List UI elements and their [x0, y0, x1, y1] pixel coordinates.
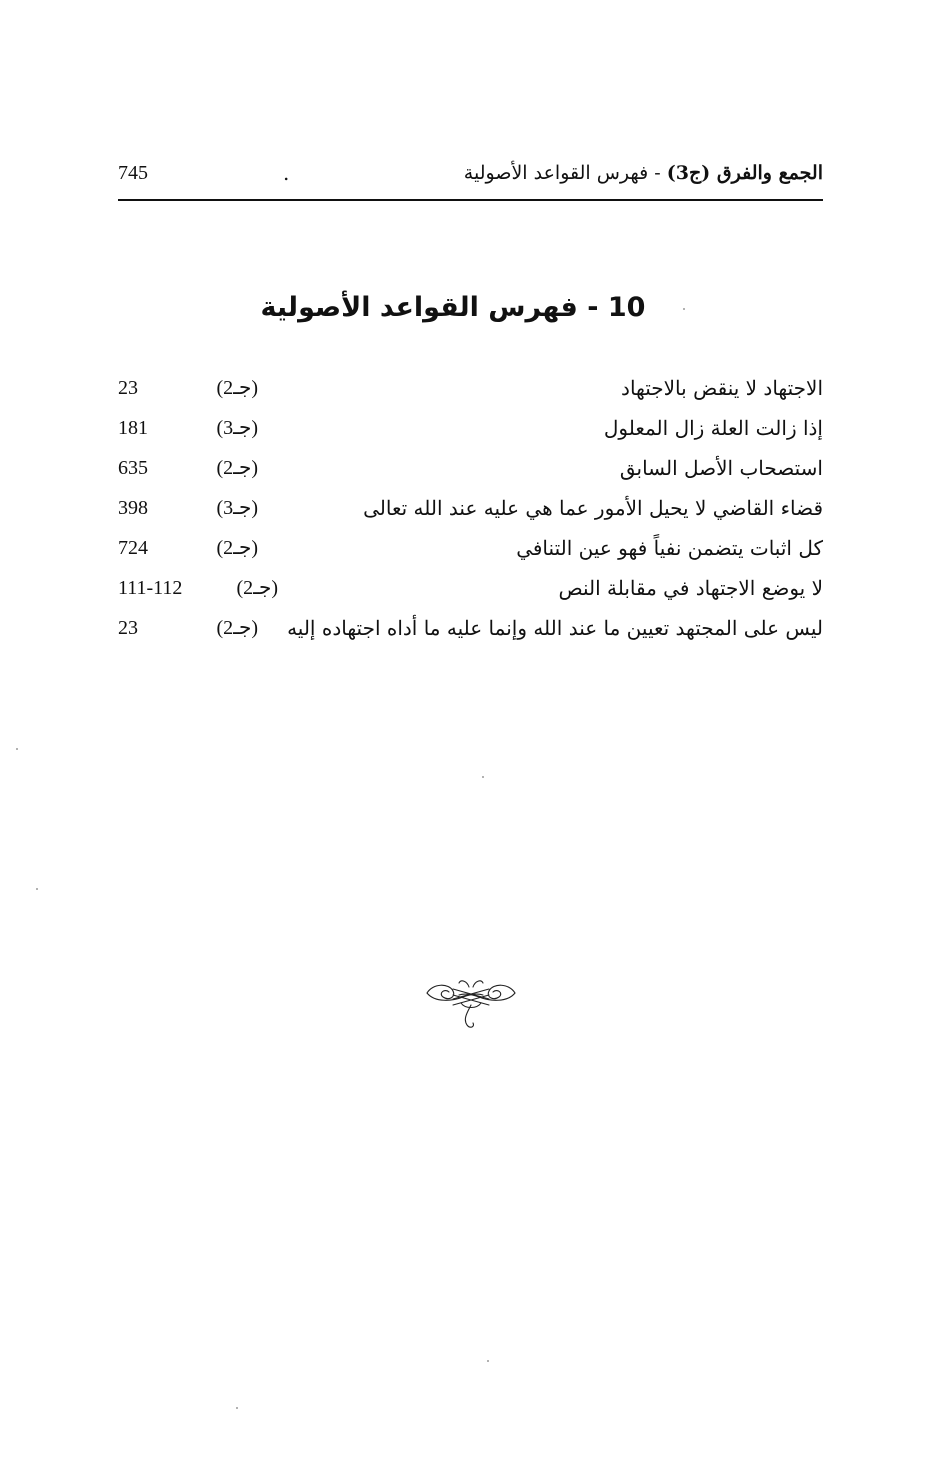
rule-volume: (جـ3)	[216, 497, 258, 519]
index-entry	[118, 528, 823, 568]
rule-volume: (جـ3)	[216, 417, 258, 439]
rule-pages: 23	[118, 377, 138, 399]
rule-text: قضاء القاضي لا يحيل الأمور عما هي عليه عند الله تعالى	[363, 496, 823, 520]
header-separator: -	[654, 162, 661, 184]
index-entry	[118, 608, 823, 648]
section-dash: -	[587, 292, 599, 323]
page-speck	[236, 1407, 238, 1409]
running-header	[118, 158, 823, 192]
index-entry	[118, 448, 823, 488]
header-book-title: الجمع والفرق (ج3)	[666, 162, 823, 184]
index-entry	[118, 368, 823, 408]
rule-volume: (جـ2)	[216, 457, 258, 479]
rule-text: كل اثبات يتضمن نفياً فهو عين التنافي	[516, 536, 823, 560]
rule-pages: 181	[118, 417, 148, 439]
section-number: 10	[607, 292, 646, 323]
rule-text: لا يوضع الاجتهاد في مقابلة النص	[558, 576, 823, 600]
rule-pages: 111-112	[118, 577, 183, 599]
rule-text: إذا زالت العلة زال المعلول	[603, 416, 823, 440]
rule-volume: (جـ2)	[216, 537, 258, 559]
decorative-flourish-icon	[423, 975, 519, 1031]
page-speck	[482, 776, 484, 778]
rule-volume: (جـ2)	[216, 377, 258, 399]
rule-pages: 23	[118, 617, 138, 639]
page-speck	[683, 308, 685, 310]
rule-text: ليس على المجتهد تعيين ما عند الله وإنما عليه ما أداه اجتهاده إليه	[287, 616, 823, 640]
header-title	[464, 158, 823, 188]
header-divider	[118, 199, 823, 201]
section-title: فهرس القواعد الأصولية	[260, 292, 578, 323]
rules-index-list	[118, 368, 823, 648]
rule-volume: (جـ2)	[236, 577, 278, 599]
index-entry	[118, 568, 823, 608]
rule-pages: 724	[118, 537, 148, 559]
index-entry	[118, 488, 823, 528]
page-speck	[16, 748, 18, 750]
page-speck	[36, 888, 38, 890]
header-section-name: فهرس القواعد الأصولية	[463, 162, 649, 184]
rule-volume: (جـ2)	[216, 617, 258, 639]
rule-pages: 398	[118, 497, 148, 519]
page-number: 745	[118, 162, 148, 184]
rule-pages: 635	[118, 457, 148, 479]
rule-text: الاجتهاد لا ينقض بالاجتهاد	[621, 376, 823, 400]
section-heading	[238, 286, 668, 330]
page-dot: .	[283, 161, 290, 185]
index-entry	[118, 408, 823, 448]
rule-text: استصحاب الأصل السابق	[619, 456, 823, 480]
page-speck	[487, 1360, 489, 1362]
